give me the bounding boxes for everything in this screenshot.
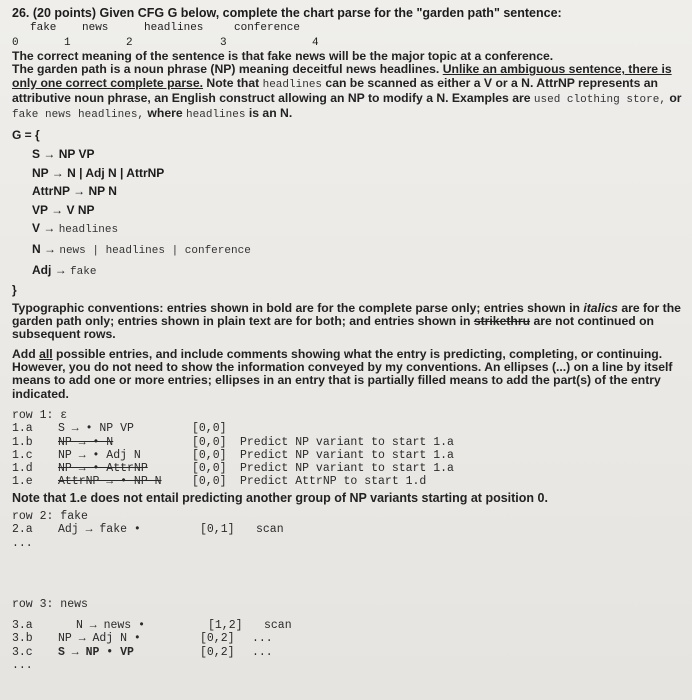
note-text: Note that 1.e does not entail predicting another group of NP variants starting at position 0. [12,490,548,505]
chart-entry: 1.a S → • NP VP [0,0] [12,422,227,436]
ellipsis: ... [12,659,33,673]
grammar-rule: S → NP VP [32,147,95,162]
position-number: 3 [220,37,227,49]
chart-entry: 3.c S → NP • VP [0,2] ... [12,645,273,659]
grammar-block [12,126,682,299]
code-term: headlines [186,109,246,122]
grammar-rule: NP → N | Adj N | AttrNP [32,165,165,180]
grammar-rule: N → news | headlines | conference [32,242,251,258]
instructions-paragraph: Add all possible entries, and include comments showing what the entry is predicting, completing, or continuing. However, you do not need to show the information conveyed by my conventions. An ellipses (...) on a line by itself means to add one or more entries; ellipses in an entry that is partially filled means to add the part(s) of the entry indicated. [12,346,673,401]
conventions-paragraph: Typographic conventions: entries shown in bold are for the complete parse only; entries shown in italics are for the garden path only; entries shown in plain text are for both; and entries shown in strikethru are not continued on subsequent rows. [12,300,681,342]
chart-entry: 3.a N → news • [1,2] scan [12,619,292,633]
intro-text: or [669,90,682,105]
sentence-word: news [82,22,109,34]
chart-entry: 1.e AttrNP → • NP N [0,0] Predict AttrNP to start 1.d [12,475,427,489]
sentence-word: fake [30,22,57,34]
grammar-open: G = { [12,128,40,143]
code-example: used clothing store, [533,93,666,106]
chart-entry: 1.b NP → • N [0,0] Predict NP variant to start 1.a [12,435,454,449]
chart-row-2 [12,510,682,550]
chart-entry: 3.b NP → Adj N • [0,2] ... [12,632,273,646]
position-number: 1 [64,37,71,49]
grammar-close: } [12,283,17,298]
intro-underlined: Unlike an ambiguous sentence, there is only one correct complete parse. [12,62,672,90]
intro-text: Note that [206,75,260,90]
chart-entry: 1.d NP → • AttrNP [0,0] Predict NP variant to start 1.a [12,462,454,476]
chart-entry: 1.c NP → • Adj N [0,0] Predict NP variant to start 1.a [12,448,454,462]
intro-text: can be scanned as either a V or a N. AttrNP represents an attributive noun phrase, an English construct allowing an NP to modify a N. Examples are [12,75,658,105]
sentence-word: headlines [144,22,204,34]
grammar-rule: V → headlines [32,221,119,237]
position-number: 2 [126,37,133,49]
question-title: 26. (20 points) Given CFG G below, complete the chart parse for the "garden path" sentence: [12,6,562,20]
code-example: fake news headlines, [12,109,145,122]
chart-row-1 [12,409,682,489]
position-number: 4 [312,37,319,49]
sentence-with-positions [12,22,682,50]
ellipsis: ... [12,536,33,550]
grammar-rule: Adj → fake [32,262,97,278]
chart-entry: 2.a Adj → fake • [0,1] scan [12,523,284,537]
grammar-rule: AttrNP → NP N [32,184,117,199]
row-header: row 2: fake [12,509,88,523]
row-header: row 1: ε [12,408,68,422]
grammar-rule: VP → V NP [32,202,95,217]
intro-text: where [147,106,183,121]
intro-paragraph [12,50,682,122]
sentence-word: conference [234,22,301,34]
code-term: headlines [262,78,323,91]
position-number: 0 [12,37,19,49]
intro-text: The garden path is a noun phrase (NP) meaning deceitful news headlines. [12,62,440,77]
intro-text: is an N. [248,106,293,121]
row-header: row 3: news [12,597,88,611]
chart-row-3 [12,598,682,672]
intro-text: The correct meaning of the sentence is that fake news will be the major topic at a conference. [12,49,554,63]
